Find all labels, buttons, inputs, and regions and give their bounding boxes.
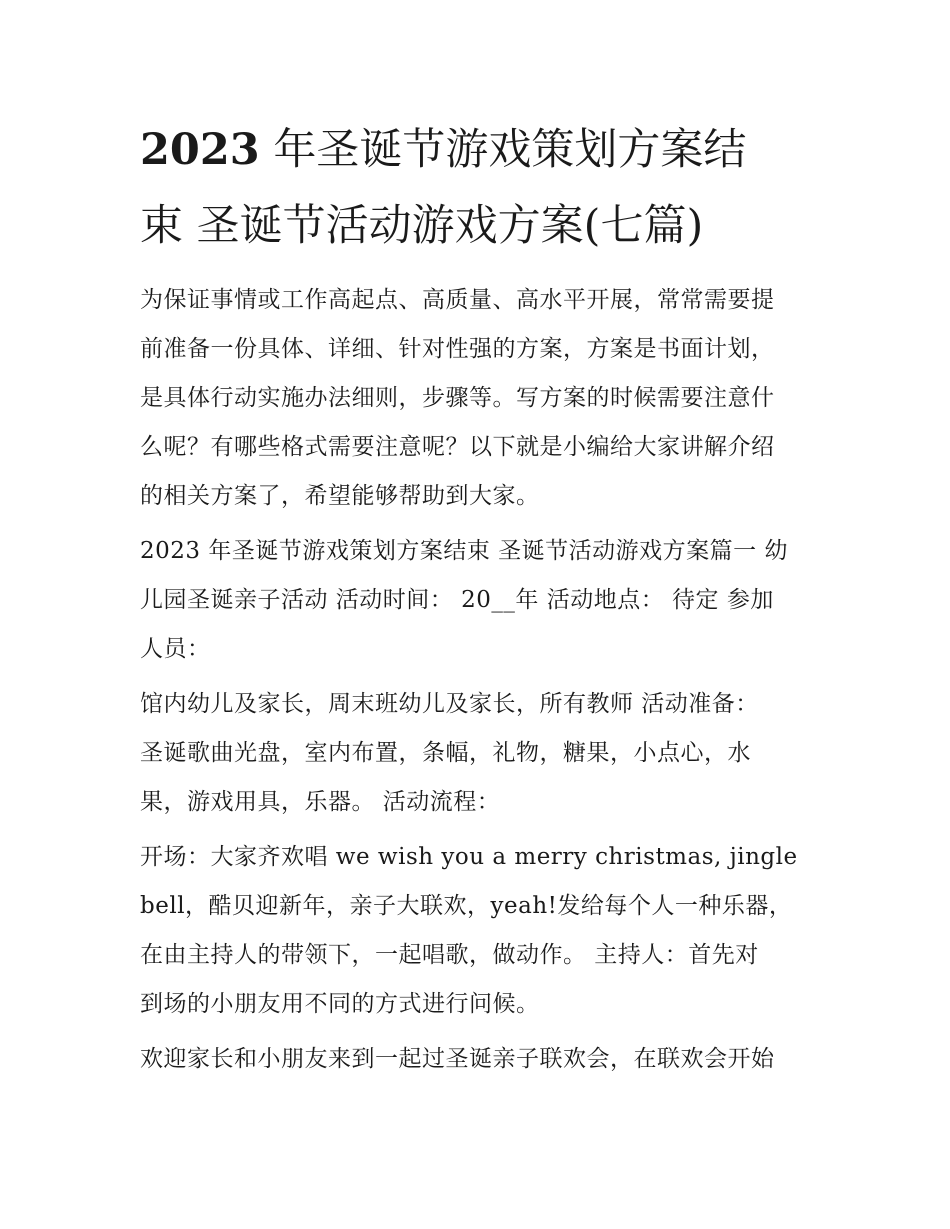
body-line: 儿园圣诞亲子活动 活动时间： 20__年 活动地点： 待定 参加: [140, 587, 774, 613]
body-line: 的相关方案了，希望能够帮助到大家。: [140, 483, 540, 509]
body-line: 么呢？有哪些格式需要注意呢？以下就是小编给大家讲解介绍: [140, 434, 775, 460]
body-line: 馆内幼儿及家长，周末班幼儿及家长，所有教师 活动准备：: [140, 691, 759, 717]
body-line: 开场：大家齐欢唱 we wish you a merry christmas, jingle: [140, 844, 798, 870]
body-line: 人员：: [140, 636, 211, 662]
body-line: 在由主持人的带领下，一起唱歌，做动作。 主持人：首先对: [140, 942, 759, 968]
body-line: 前准备一份具体、详细、针对性强的方案，方案是书面计划，: [140, 336, 775, 362]
body-line: 为保证事情或工作高起点、高质量、高水平开展，常常需要提: [140, 287, 775, 313]
body-line: 是具体行动实施办法细则，步骤等。写方案的时候需要注意什: [140, 385, 775, 411]
body-line: 到场的小朋友用不同的方式进行问候。: [140, 991, 540, 1017]
title-line-2: 束 圣诞节活动游戏方案(七篇): [140, 201, 704, 251]
body-line: 果，游戏用具，乐器。 活动流程：: [140, 789, 501, 815]
body-line: 欢迎家长和小朋友来到一起过圣诞亲子联欢会，在联欢会开始: [140, 1046, 775, 1072]
body-line: bell，酷贝迎新年，亲子大联欢，yeah!发给每个人一种乐器，: [140, 893, 793, 919]
document-title: [140, 112, 820, 264]
body-line: 圣诞歌曲光盘，室内布置，条幅，礼物，糖果，小点心，水: [140, 740, 751, 766]
title-year: 2023: [140, 125, 260, 175]
body-line: 2023 年圣诞节游戏策划方案结束 圣诞节活动游戏方案篇一 幼: [140, 538, 788, 564]
title-line-1: 年圣诞节游戏策划方案结: [259, 125, 747, 175]
